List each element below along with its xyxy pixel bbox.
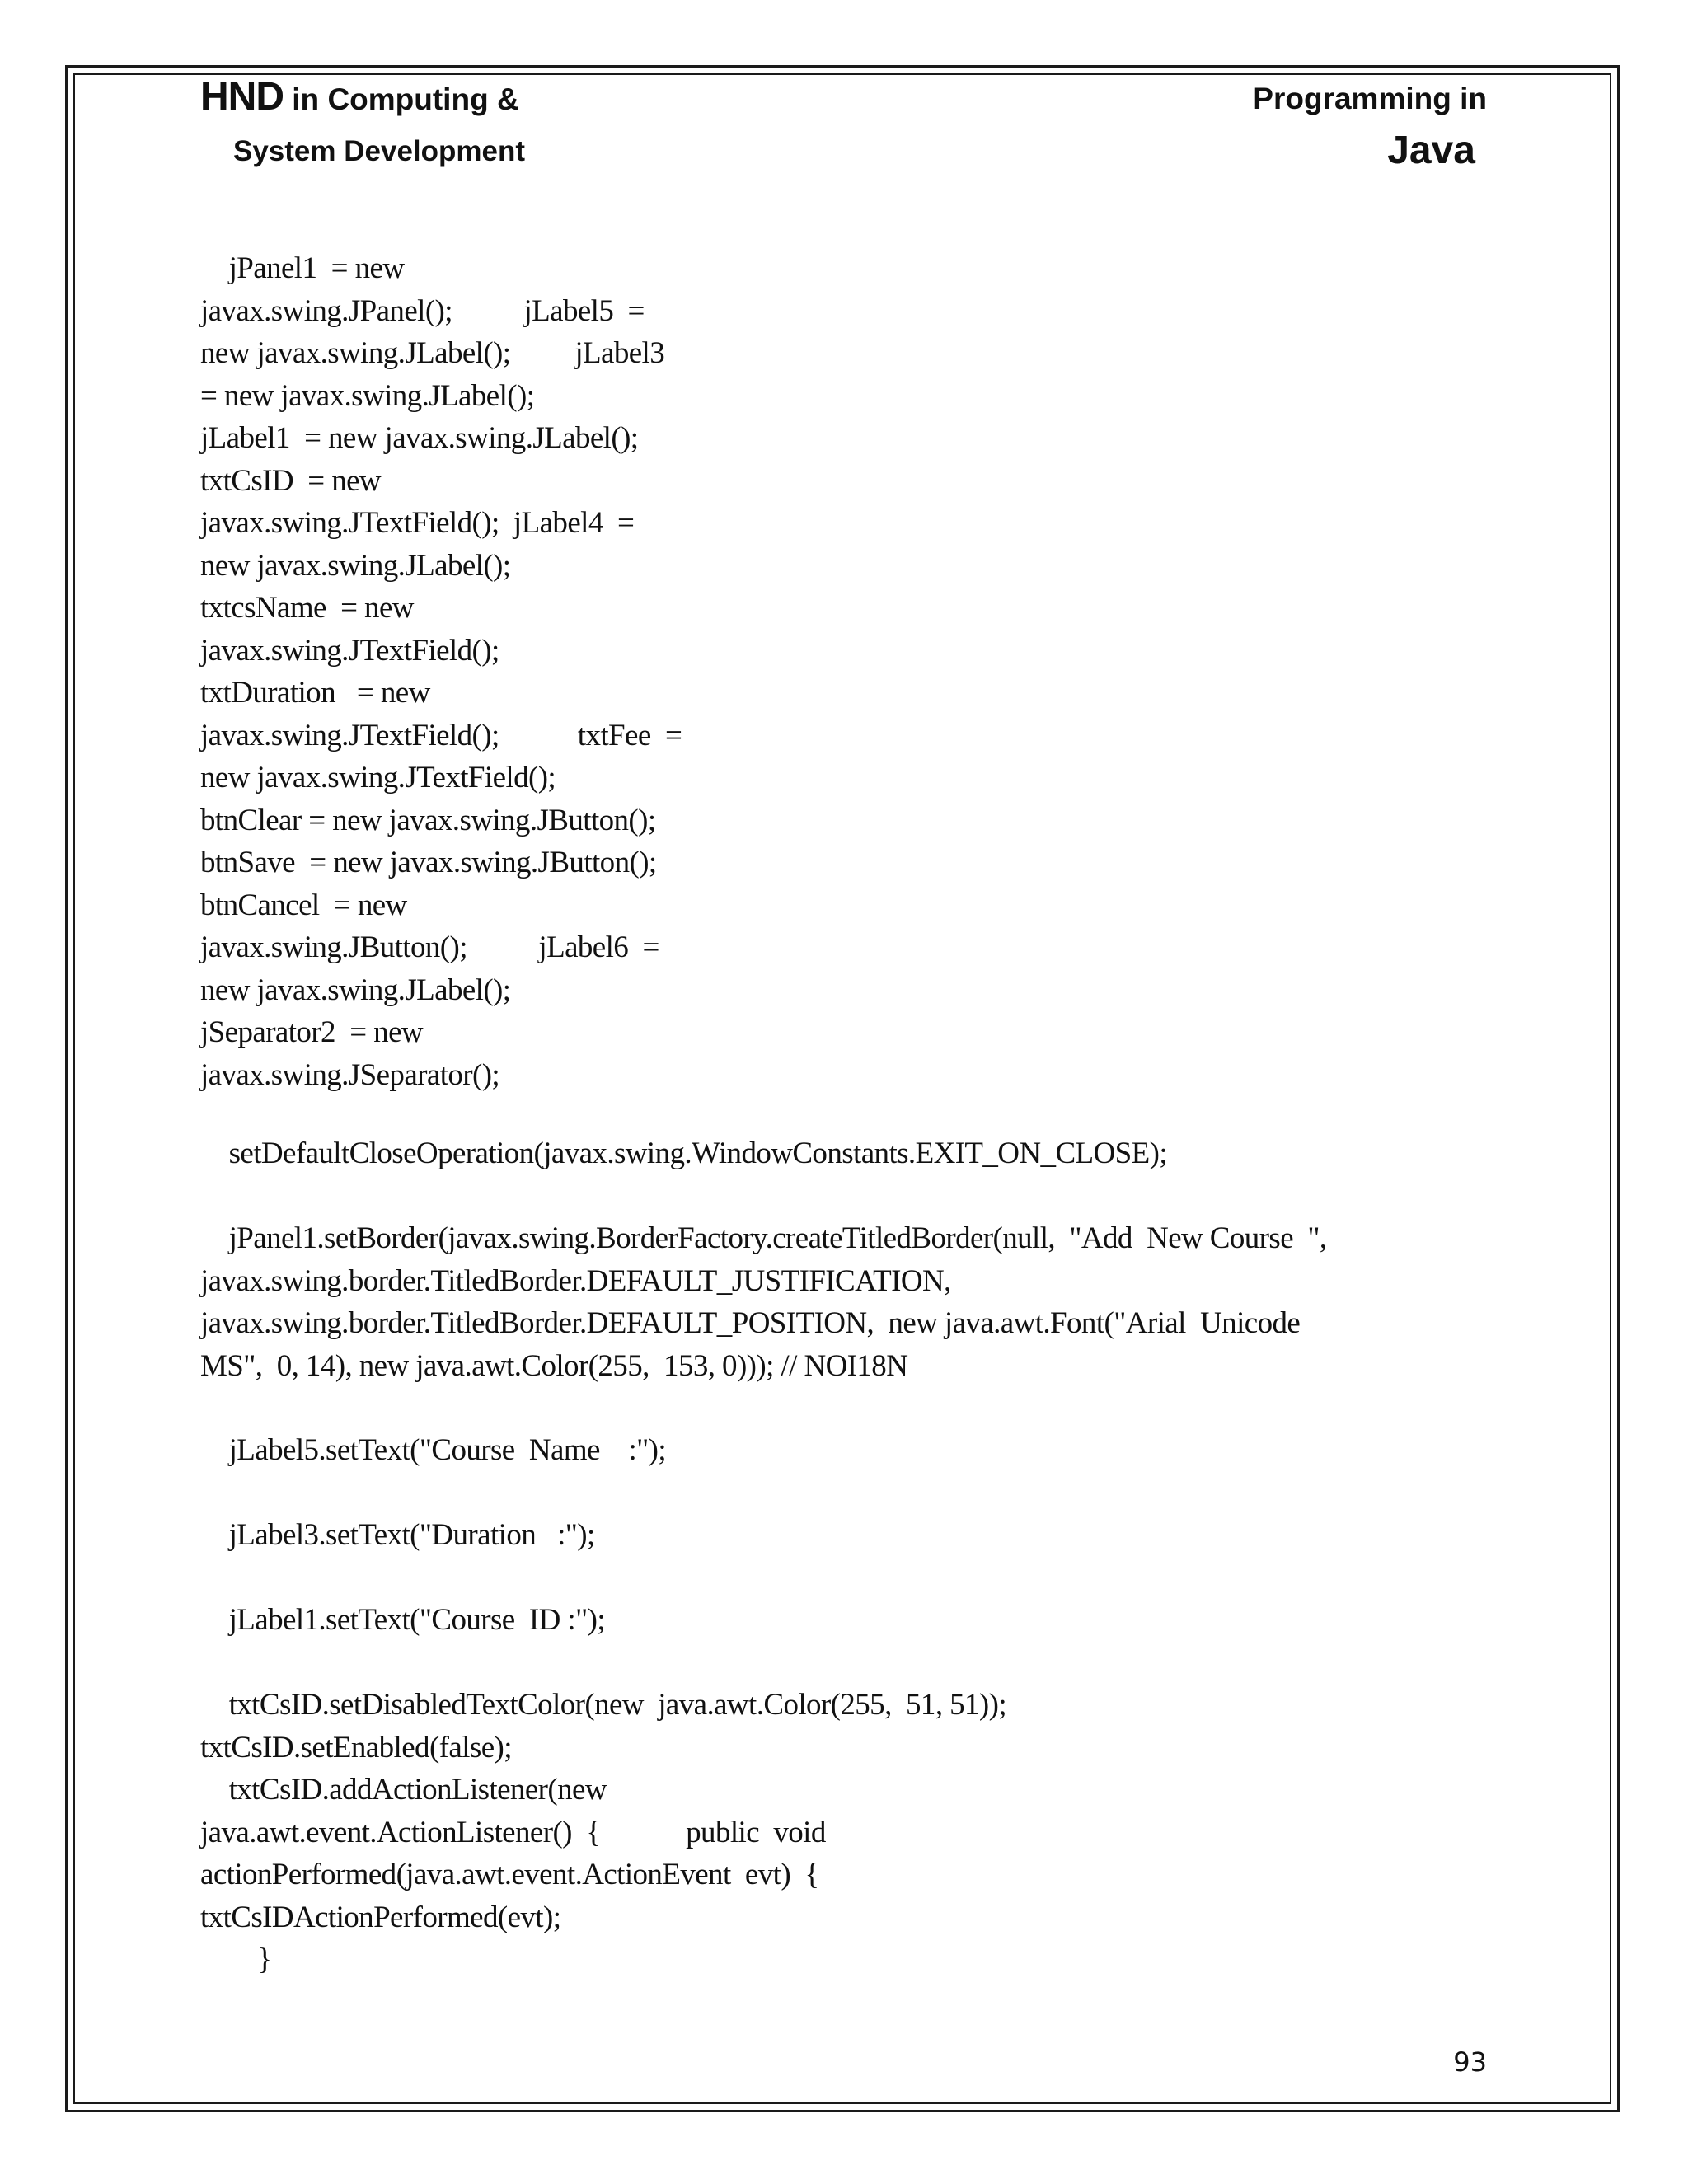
header-course-line1: in Computing &	[284, 82, 519, 116]
code-label5: jLabel5.setText("Course Name :");	[200, 1433, 667, 1467]
header-subject-line2: Java	[1387, 129, 1475, 172]
header-course-title	[200, 74, 519, 120]
header-subject-line1: Programming in	[1253, 82, 1487, 115]
code-label1: jLabel1.setText("Course ID :");	[200, 1603, 605, 1637]
code-panel-border: jPanel1.setBorder(javax.swing.BorderFactory.createTitledBorder(null, "Add New Course ", javax.swing.border.TitledBorder.DEFAULT_JUSTIFICATION, javax.swing.border.TitledBorder.DEFAULT_POSITION, new java.awt.Font("Arial Unicode MS", 0, 14), new java.awt.Color(255, 153, 0))); // NOI18N	[200, 1221, 1327, 1383]
page-number: 93	[1453, 2046, 1487, 2078]
header-course-line2: System Development	[233, 135, 526, 167]
code-close-operation: setDefaultCloseOperation(javax.swing.WindowConstants.EXIT_ON_CLOSE);	[200, 1137, 1168, 1170]
code-declarations: jPanel1 = new javax.swing.JPanel(); jLabel5 = new javax.swing.JLabel(); jLabel3 = new javax.swing.JLabel(); jLabel1 = new javax.swing.JLabel(); txtCsID = new javax.swing.JTextField(); jLabel4 = new javax.swing.JLabel(); txtcsName = new javax.swing.JTextField(); txtDuration = new javax.swing.JTextField(); txtFee = new javax.swing.JTextField(); btnClear = new javax.swing.JButton(); btnSave = new javax.swing.JButton(); btnCancel = new javax.swing.JButton(); jLabel6 = new javax.swing.JLabel(); jSeparator2 = new javax.swing.JSeparator();	[200, 251, 682, 1092]
header-hnd: HND	[200, 75, 284, 119]
code-txtcsid: txtCsID.setDisabledTextColor(new java.awt.Color(255, 51, 51)); txtCsID.setEnabled(false); txtCsID.addActionListener(new java.awt.event.ActionListener() { public void actionPerformed(java.awt.event.ActionEvent evt) { txtCsIDActionPerformed(evt); }	[200, 1688, 1007, 1976]
code-label3: jLabel3.setText("Duration :");	[200, 1518, 595, 1552]
